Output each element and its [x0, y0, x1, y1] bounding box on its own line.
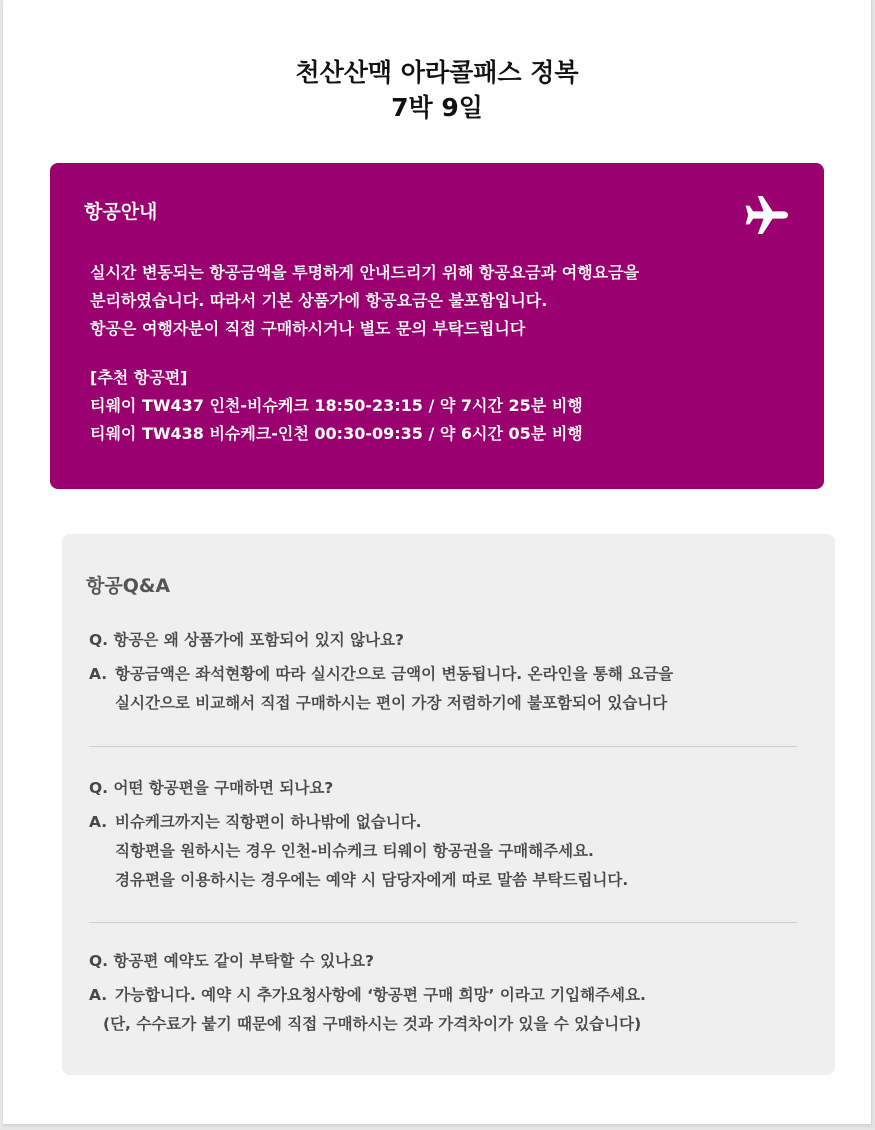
qa-divider	[89, 922, 797, 923]
qa-heading: 항공Q&A	[86, 575, 171, 597]
qa-divider	[89, 746, 797, 747]
answer-prefix: A.	[89, 665, 108, 683]
qa-answer	[89, 981, 809, 1039]
page	[3, 0, 872, 1125]
qa-question: Q. 어떤 항공편을 구매하면 되나요?	[89, 779, 334, 797]
airplane-icon	[744, 195, 790, 235]
qa-answer-line: (단, 수수료가 붙기 때문에 직접 구매하시는 것과 가격차이가 있을 수 있습니다)	[103, 1015, 642, 1033]
flight-info-box	[50, 163, 824, 489]
answer-prefix: A.	[89, 986, 108, 1004]
flight-info-body	[90, 259, 810, 448]
qa-answer-line: 경유편을 이용하시는 경우에는 예약 시 담당자에게 따로 말씀 부탁드립니다.	[115, 871, 629, 889]
qa-answer-line: 직항편을 원하시는 경우 인천-비슈케크 티웨이 항공권을 구매해주세요.	[115, 842, 594, 860]
flight-description-line: 분리하였습니다. 따라서 기본 상품가에 항공요금은 불포함입니다.	[90, 291, 548, 310]
recommended-flight: 티웨이 TW437 인천-비슈케크 18:50-23:15 / 약 7시간 25분 비행	[90, 396, 583, 415]
qa-answer	[89, 808, 809, 895]
qa-question: Q. 항공편 예약도 같이 부탁할 수 있나요?	[89, 952, 375, 970]
qa-answer-line: 항공금액은 좌석현황에 따라 실시간으로 금액이 변동됩니다. 온라인을 통해 요금을	[115, 665, 674, 683]
recommended-flight: 티웨이 TW438 비슈케크-인천 00:30-09:35 / 약 6시간 05분 비행	[90, 424, 583, 443]
title-line-1: 천산산맥 아라콜패스 정복	[295, 58, 579, 87]
flight-description-line: 실시간 변동되는 항공금액을 투명하게 안내드리기 위해 항공요금과 여행요금을	[90, 263, 640, 282]
qa-box	[62, 534, 835, 1075]
qa-answer	[89, 660, 809, 718]
qa-item	[89, 626, 809, 718]
qa-item	[89, 774, 809, 895]
recommended-flights-label: [추천 항공편]	[90, 368, 188, 387]
qa-item	[89, 947, 809, 1039]
qa-answer-line: 실시간으로 비교해서 직접 구매하시는 편이 가장 저렴하기에 불포함되어 있습니다	[115, 694, 668, 712]
qa-answer-line: 가능합니다. 예약 시 추가요청사항에 ‘항공편 구매 희망’ 이라고 기입해주세요.	[115, 986, 646, 1004]
page-title	[3, 55, 871, 125]
title-line-2: 7박 9일	[391, 93, 483, 122]
flight-info-heading: 항공안내	[84, 201, 158, 223]
answer-prefix: A.	[89, 813, 108, 831]
flight-description-line: 항공은 여행자분이 직접 구매하시거나 별도 문의 부탁드립니다	[90, 319, 526, 338]
qa-answer-line: 비슈케크까지는 직항편이 하나밖에 없습니다.	[115, 813, 422, 831]
qa-question: Q. 항공은 왜 상품가에 포함되어 있지 않나요?	[89, 631, 404, 649]
